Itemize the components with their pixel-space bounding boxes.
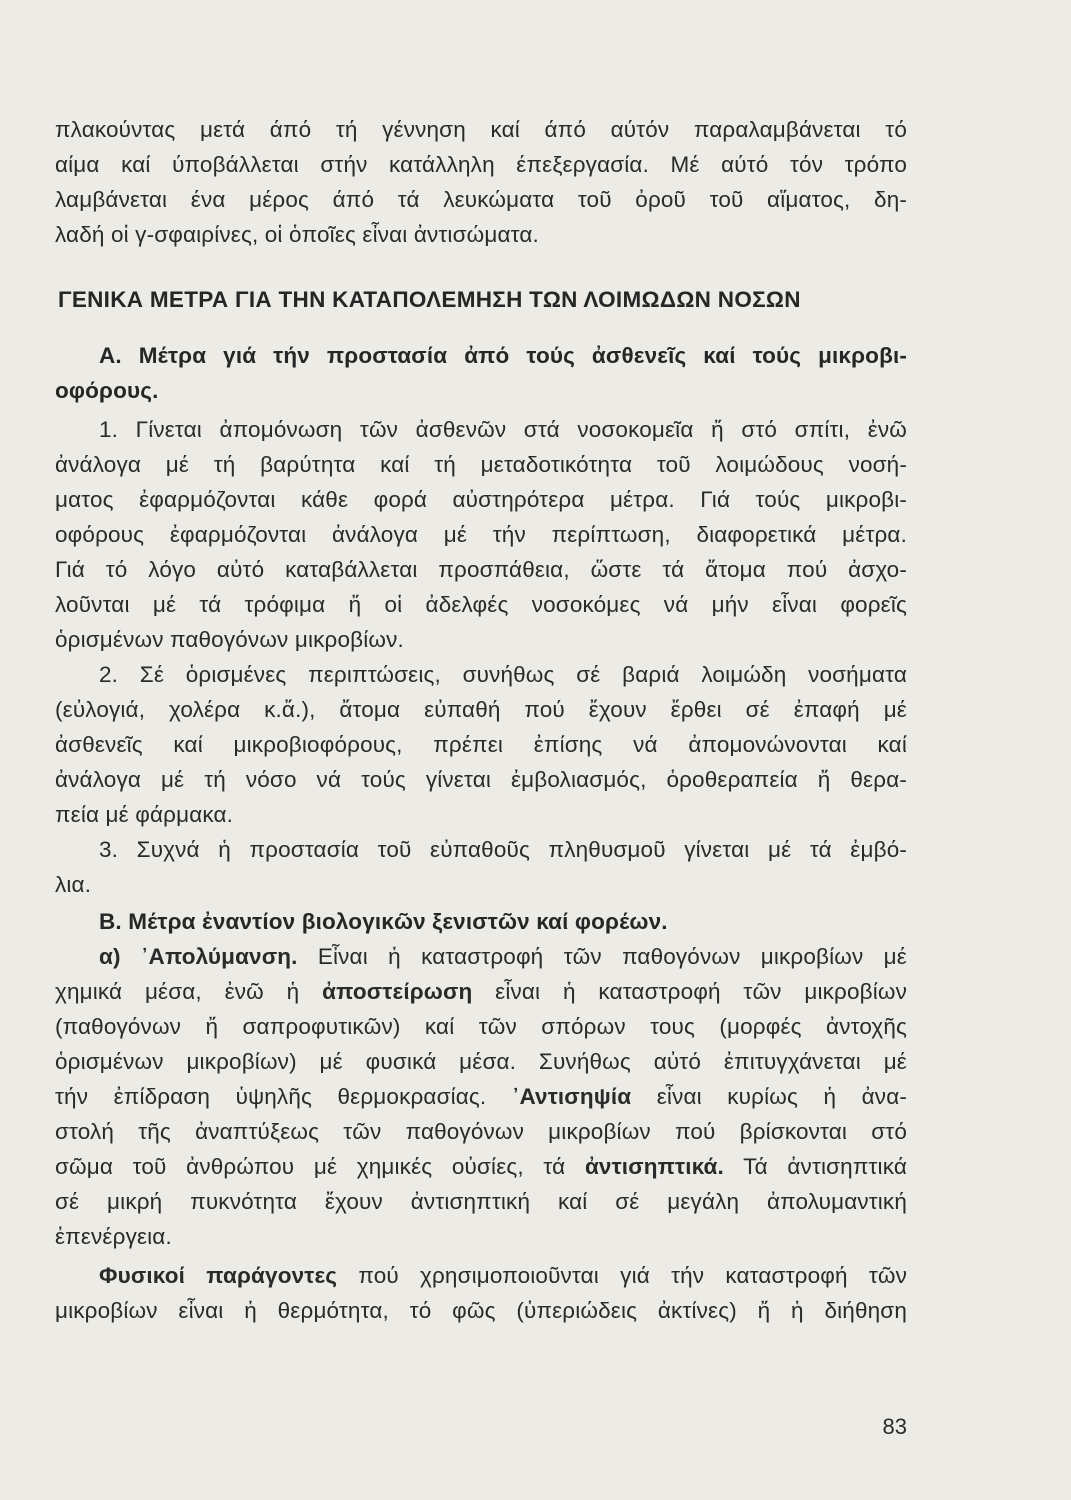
text-line: λοῦνται μέ τά τρόφιμα ἤ οἱ ἀδελφές νοσοκόμες νά μήν εἶναι φορεῖς [55, 592, 907, 617]
text-span: εἶναι κυρίως ἡ ἀνα- [631, 1084, 907, 1109]
text-line: σέ μικρή πυκνότητα ἔχουν ἀντισηπτική καί σέ μεγάλη ἀπολυμαντική [55, 1189, 907, 1214]
text-span: τήν ἐπίδραση ὑψηλῆς θερμοκρασίας. [55, 1084, 512, 1109]
text-line [55, 1149, 907, 1184]
page-body [55, 112, 907, 1328]
section-b [55, 904, 907, 1328]
sterilization-term: ἀποστείρωση [322, 979, 473, 1004]
physical-factors-term: Φυσικοί παράγοντες [99, 1263, 338, 1288]
text-line [55, 974, 907, 1009]
text-line [55, 1258, 907, 1293]
text-line: (παθογόνων ἤ σαπροφυτικῶν) καί τῶν σπόρων τους (μορφές ἀντοχῆς [55, 1014, 907, 1039]
section-a-title: Α. Μέτρα γιά τήν προστασία ἀπό τούς ἀσθενεῖς καί τούς μικροβι- [99, 343, 907, 368]
text-line: λαμβάνεται ένα μέρος άπό τά λευκώματα τοῦ ὀροῦ τοῦ αἵματος, δη- [55, 187, 907, 212]
disinfection-term: α) ᾿Απολύμανση. [99, 944, 298, 969]
text-line: Γιά τό λόγο αὐτό καταβάλλεται προσπάθεια, ὥστε τά ἄτομα πού ἀσχο- [55, 557, 907, 582]
text-span: Τά ἀντισηπτικά [723, 1154, 907, 1179]
text-line: ἀνάλογα μέ τή βαρύτητα καί τή μεταδοτικότητα τοῦ λοιμώδους νοσή- [55, 452, 907, 477]
antisepsis-term: ᾿Αντισηψία [511, 1084, 632, 1109]
text-line: λια. [55, 872, 92, 897]
text-line: αίμα καί ύποβάλλεται στήν κατάλληλη έπεξεργασία. Μέ αύτό τόν τρόπο [55, 152, 907, 177]
antiseptics-term: ἀντισηπτικά. [584, 1154, 724, 1179]
text-span: πού χρησιμοποιοῦνται γιά τήν καταστροφή τῶν [337, 1263, 907, 1288]
item-1-paragraph [55, 412, 907, 657]
text-line: μικροβίων εἶναι ἡ θερμότητα, τό φῶς (ὑπεριώδεις ἀκτίνες) ἤ ἡ διήθηση [55, 1298, 907, 1323]
text-line: πλακούντας μετά άπό τή γέννηση καί άπό αύτόν παραλαμβάνεται τό [55, 117, 907, 142]
text-span: εἶναι ἡ καταστροφή τῶν μικροβίων [472, 979, 907, 1004]
text-line: ἀνάλογα μέ τή νόσο νά τούς γίνεται ἐμβολιασμός, ὀροθεραπεία ἤ θερα- [55, 767, 907, 792]
section-a [55, 338, 907, 902]
text-line: ὁρισμένων μικροβίων) μέ φυσικά μέσα. Συνήθως αὐτό ἐπιτυγχάνεται μέ [55, 1049, 907, 1074]
section-heading: ΓΕΝΙΚΑ ΜΕΤΡΑ ΓΙΑ ΤΗΝ ΚΑΤΑΠΟΛΕΜΗΣΗ ΤΩΝ ΛΟΙΜΩΔΩΝ ΝΟΣΩΝ [58, 287, 801, 312]
text-line: λαδή οἱ γ-σφαιρίνες, οἱ ὁποῖες εἶναι ἀντισώματα. [55, 222, 539, 247]
item-2-paragraph [55, 657, 907, 832]
section-b-title: Β. Μέτρα ἐναντίον βιολογικῶν ξενιστῶν καί φορέων. [99, 909, 668, 934]
text-line [55, 939, 907, 974]
text-line: ὁρισμένων παθογόνων μικροβίων. [55, 627, 404, 652]
text-line: ἀσθενεῖς καί μικροβιοφόρους, πρέπει ἐπίσης νά ἀπομονώνονται καί [55, 732, 907, 757]
text-line: πεία μέ φάρμακα. [55, 802, 234, 827]
text-line: στολή τῆς ἀναπτύξεως τῶν παθογόνων μικροβίων πού βρίσκονται στό [55, 1119, 907, 1144]
section-a-title-cont: οφόρους. [55, 378, 159, 403]
text-line: (εὐλογιά, χολέρα κ.ἄ.), ἄτομα εὐπαθή πού ἔχουν ἔρθει σέ ἐπαφή μέ [55, 697, 907, 722]
text-span: Εἶναι ἡ καταστροφή τῶν παθογόνων μικροβίων μέ [297, 944, 907, 969]
intro-paragraph [55, 112, 907, 252]
text-line: 2. Σέ ὁρισμένες περιπτώσεις, συνήθως σέ βαριά λοιμώδη νοσήματα [99, 662, 907, 687]
physical-factors-paragraph [55, 1258, 907, 1328]
text-span: σῶμα τοῦ ἀνθρώπου μέ χημικές οὐσίες, τά [55, 1154, 585, 1179]
text-line: οφόρους ἐφαρμόζονται ἀνάλογα μέ τήν περίπτωση, διαφορετικά μέτρα. [55, 522, 907, 547]
text-line: ἐπενέργεια. [55, 1224, 172, 1249]
text-line: ματος ἐφαρμόζονται κάθε φορά αὐστηρότερα μέτρα. Γιά τούς μικροβι- [55, 487, 907, 512]
page-number: 83 [882, 1414, 907, 1439]
item-3-paragraph [55, 832, 907, 902]
text-line [55, 1079, 907, 1114]
text-line: 3. Συχνά ἡ προστασία τοῦ εὐπαθοῦς πληθυσμοῦ γίνεται μέ τά ἐμβό- [99, 837, 907, 862]
text-span: χημικά μέσα, ἐνῶ ἡ [55, 979, 323, 1004]
text-line: 1. Γίνεται ἀπομόνωση τῶν ἀσθενῶν στά νοσοκομεῖα ἤ στό σπίτι, ἐνῶ [99, 417, 907, 442]
